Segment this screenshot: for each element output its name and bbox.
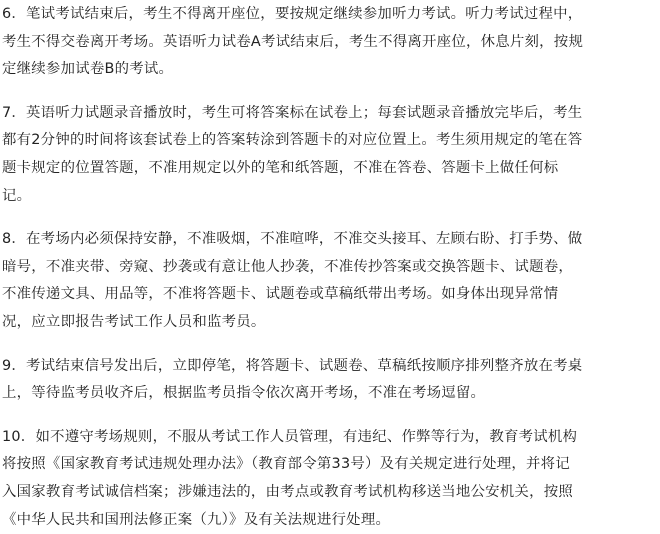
rule-paragraph-7 bbox=[2, 100, 658, 210]
paragraph-line: 记。 bbox=[2, 183, 658, 211]
paragraph-line: 况，应立即报告考试工作人员和监考员。 bbox=[2, 309, 658, 337]
rule-paragraph-10 bbox=[2, 424, 658, 534]
paragraph-line: 7．英语听力试题录音播放时，考生可将答案标在试卷上；每套试题录音播放完毕后，考生 bbox=[2, 100, 658, 128]
paragraph-gap bbox=[2, 84, 658, 100]
paragraph-line: 定继续参加试卷B的考试。 bbox=[2, 56, 658, 84]
paragraph-line: 不准传递文具、用品等，不准将答题卡、试题卷或草稿纸带出考场。如身体出现异常情 bbox=[2, 281, 658, 309]
paragraph-gap bbox=[2, 408, 658, 424]
rule-paragraph-6 bbox=[2, 1, 658, 84]
paragraph-line: 9．考试结束信号发出后，立即停笔，将答题卡、试题卷、草稿纸按顺序排列整齐放在考桌 bbox=[2, 353, 658, 381]
paragraph-line: 都有2分钟的时间将该套试卷上的答案转涂到答题卡的对应位置上。考生须用规定的笔在答 bbox=[2, 127, 658, 155]
paragraph-line: 入国家教育考试诚信档案；涉嫌违法的，由考点或教育考试机构移送当地公安机关，按照 bbox=[2, 479, 658, 507]
paragraph-line: 题卡规定的位置答题，不准用规定以外的笔和纸答题，不准在答卷、答题卡上做任何标 bbox=[2, 155, 658, 183]
paragraph-line: 暗号，不准夹带、旁窥、抄袭或有意让他人抄袭，不准传抄答案或交换答题卡、试题卷， bbox=[2, 254, 658, 282]
paragraph-line: 将按照《国家教育考试违规处理办法》（教育部令第33号）及有关规定进行处理，并将记 bbox=[2, 451, 658, 479]
rule-paragraph-9 bbox=[2, 353, 658, 408]
paragraph-gap bbox=[2, 210, 658, 226]
paragraph-line: 8．在考场内必须保持安静，不准吸烟，不准喧哗，不准交头接耳、左顾右盼、打手势、做 bbox=[2, 226, 658, 254]
paragraph-line: 6．笔试考试结束后，考生不得离开座位，要按规定继续参加听力考试。听力考试过程中， bbox=[2, 1, 658, 29]
paragraph-gap bbox=[2, 337, 658, 353]
paragraph-line: 10．如不遵守考场规则，不服从考试工作人员管理，有违纪、作弊等行为，教育考试机构 bbox=[2, 424, 658, 452]
paragraph-line: 《中华人民共和国刑法修正案（九）》及有关法规进行处理。 bbox=[2, 507, 658, 534]
paragraph-line: 上，等待监考员收齐后，根据监考员指令依次离开考场，不准在考场逗留。 bbox=[2, 380, 658, 408]
rule-paragraph-8 bbox=[2, 226, 658, 336]
paragraph-line: 考生不得交卷离开考场。英语听力试卷A考试结束后，考生不得离开座位，休息片刻，按规 bbox=[2, 29, 658, 57]
